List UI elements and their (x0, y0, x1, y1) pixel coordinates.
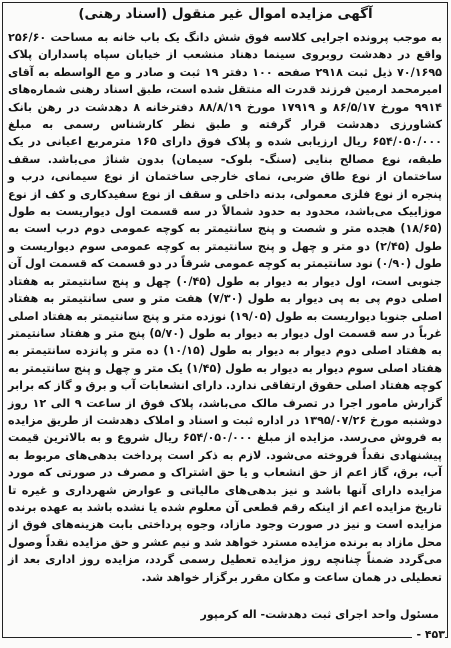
notice-signature: مسئول واحد اجرای ثبت دهدشت- اله کرمپور (200, 608, 439, 621)
notice-number: ۴۵۳ - (412, 628, 445, 641)
notice-body-text: به موجب پرونده اجرایی کلاسه فوق شش دانگ یک باب خانه به مساحت ۲۵۶/۶۰ واقع در دهدشت روبروی سینما دهناد منشعب از خیابان سپاه پاسداران پلاک ۷۰/۱۶۹۵ ذیل ثبت ۲۹۱۸ صفحه ۱۰۰ دفتر ۱۹ ثبت و صادر و مع الواسطه به آقای امیرمحمد ارمین فرزند قدرت اله منتقل شده است، طبق اسناد رهنی شماره‌های ۹۹۱۴ مورخ ۸۶/۵/۱۷ و ۱۷۹۱۹ مورخ ۸۸/۸/۱۹ دفترخانه ۸ دهدشت در رهن بانک کشاورزی دهدشت قرار گرفته و طبق نظر کارشناس رسمی به مبلغ ۶۵۴/۰۵۰/۰۰۰ ریال ارزیابی شده و پلاک فوق دارای ۱۶۵ مترمربع اعیانی در یک طبقه، نوع مصالح بنایی (سنگ- بلوک- سیمان) بدون شناژ می‌باشد. سقف ساختمان از نوع طاق ضربی، نمای خارجی ساختمان از نوع سیمانی، درب و پنجره از نوع فلزی معمولی، بدنه داخلی و سقف از نوع سفیدکاری و کف از نوع موزاییک می‌باشد، محدود به حدود شمالاً در سه قسمت اول دیواریست به طول (۱۸/۶۵) هجده متر و شصت و پنج سانتیمتر به کوچه عمومی دوم درب است به طول (۲/۴۵) دو متر و چهل و پنج سانتیمتر به کوچه عمومی سوم دیواریست و طول (۰/۹۰) نود سانتیمتر به کوچه عمومی شرقاً در دو قسمت که قسمت اول آن جنوبی است، اول دیوار به دیوار به طول (۰/۴۵) چهل و پنج سانتیمتر به هفتاد اصلی دوم پی به پی دیوار به طول (۷/۳۰) هفت متر و سی سانتیمتر به هفتاد اصلی جنوبا دیواریست به طول (۱۹/۰۵) نوزده متر و پنج سانتیمتر به هفتاد اصلی غرباً در سه قسمت اول دیوار به دیوار به طول (۵/۷۰) پنج متر و هفتاد سانتیمتر به هفتاد اصلی دوم دیوار به دیوار به طول (۱۰/۱۵) ده متر و پانزده سانتیمتر به هفتاد اصلی سوم دیوار به دیوار به طول (۱/۴۵) یک متر و چهل و پنج سانتیمتر به کوچه هفتاد اصلی حقوق ارتفاقی ندارد. دارای انشعابات آب و برق و گاز که برابر گزارش مامور اجرا در تصرف مالک می‌باشد، پلاک فوق از ساعت ۹ الی ۱۲ روز دوشنبه مورخ ۱۳۹۵/۰۷/۲۶ در اداره ثبت و اسناد و املاک دهدشت از طریق مزایده به فروش می‌رسد. مزایده از مبلغ ۶۵۴/۰۵۰/۰۰۰ ریال شروع و به بالاترین قیمت پیشنهادی نقداً فروخته می‌شود. لازم به ذکر است پرداخت بدهی‌های مربوط به آب، برق، گاز اعم از حق انشعاب و یا حق اشتراک و مصرف در صورتی که مورد مزایده دارای آنها باشد و نیز بدهی‌های مالیاتی و عوارض شهرداری و غیره تا تاریخ مزایده اعم از اینکه رقم قطعی آن معلوم شده یا نشده باشد به عهده برنده مزایده است و نیز در صورت وجود مازاد، وجوه پرداختی بابت هزینه‌های فوق از محل مازاد به برنده مزایده مسترد خواهد شد و نیم عشر و حق مزایده نقداً وصول می‌گردد ضمناً چنانچه روز مزایده تعطیل رسمی گردد، مزایده روز اداری بعد از تعطیلی در همان ساعت و مکان مقرر برگزار خواهد شد. (8, 31, 443, 584)
notice-title: آگهی مزایده اموال غیر منقول (اسناد رهنی) (78, 6, 373, 22)
